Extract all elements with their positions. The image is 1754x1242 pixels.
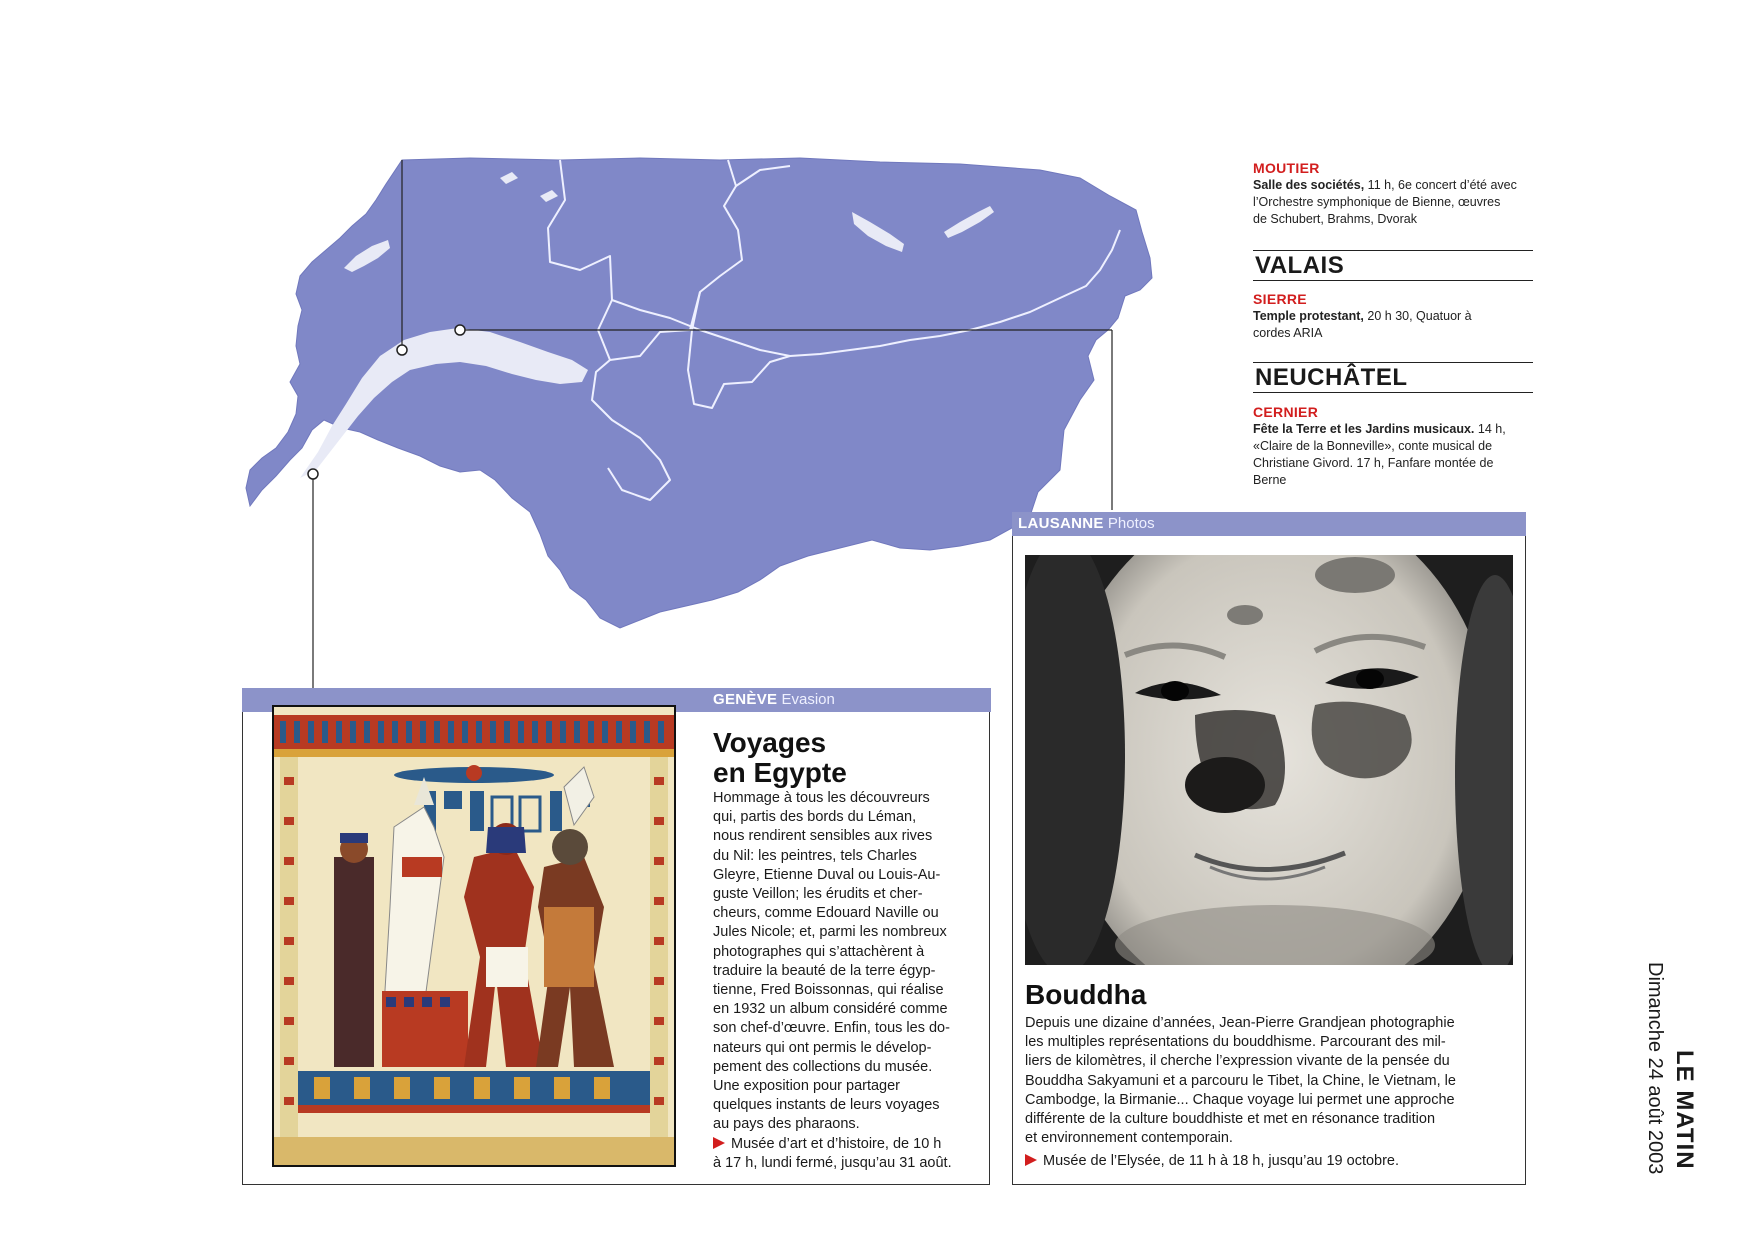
newspaper-brand bbox=[1670, 1050, 1698, 1170]
buddha-title: Bouddha bbox=[1025, 979, 1147, 1010]
city-name: SIERRE bbox=[1253, 291, 1307, 307]
triangle-bullet-icon bbox=[1025, 1154, 1037, 1166]
egypt-exhibition-info: Musée d’art et d’histoire, de 10 h bbox=[713, 1135, 983, 1154]
listing-cernier bbox=[1253, 404, 1531, 489]
publication-date: Dimanche 24 août 2003 bbox=[1644, 962, 1666, 1175]
egypt-article-title: Voyages en Egypte bbox=[713, 727, 847, 788]
venue-name: Salle des sociétés, bbox=[1253, 178, 1365, 192]
buddha-face-image bbox=[1025, 555, 1513, 965]
egyptian-painting-image bbox=[272, 705, 676, 1167]
section-label: Evasion bbox=[781, 691, 835, 708]
region-heading-neuchatel: NEUCHÂTEL bbox=[1253, 362, 1533, 393]
buddha-exhibition-info: Musée de l’Elysée, de 11 h à 18 h, jusqu’au 19 octobre. bbox=[1025, 1152, 1517, 1171]
city-name: MOUTIER bbox=[1253, 160, 1320, 176]
listing-moutier bbox=[1253, 160, 1531, 228]
venue-name: Fête la Terre et les Jardins musicaux. bbox=[1253, 422, 1475, 436]
city-name: CERNIER bbox=[1253, 404, 1319, 420]
brand-name: LE MATIN bbox=[1671, 1050, 1698, 1170]
listing-text: Temple protestant, 20 h 30, Quatuor à cordes ARIA bbox=[1253, 309, 1472, 340]
listing-text: Salle des sociétés, 11 h, 6e concert d’été avec l’Orchestre symphonique de Bienne, œuvres de Schubert, Brahms, Dvorak bbox=[1253, 178, 1517, 226]
triangle-bullet-icon bbox=[713, 1137, 725, 1149]
section-label: Photos bbox=[1107, 515, 1155, 532]
listing-sierre bbox=[1253, 291, 1531, 342]
venue-name: Temple protestant, bbox=[1253, 309, 1364, 323]
egyptian-scene-illustration bbox=[274, 707, 674, 1165]
listing-text: Fête la Terre et les Jardins musicaux. 14 h, «Claire de la Bonneville», conte musical de Christiane Givord. 17 h, Fanfare montée de Berne bbox=[1253, 422, 1506, 487]
buddha-photo bbox=[1025, 555, 1513, 965]
section-city: GENÈVE bbox=[713, 691, 778, 708]
lausanne-section-header bbox=[1012, 512, 1526, 536]
region-heading-valais: VALAIS bbox=[1253, 250, 1533, 281]
buddha-article-body: Depuis une dizaine d’années, Jean-Pierre Grandjean photographie les multiples représentations du bouddhisme. Parcourant des mil- liers de kilomètres, il cherche l’expression vivante de la pensée du Bouddha Sakyamuni et a parcouru le Tibet, la Chine, le Vietnam, le Cambodge, la Birmanie... Chaque voyage lui permet une approche différente de la culture bouddhiste et met en résonance tradition et environnement contemporain. Musée de l’Elysée, de 11 h à 18 h, jusqu’au 19 octobre. bbox=[1025, 1014, 1517, 1172]
section-city: LAUSANNE bbox=[1018, 515, 1104, 532]
egypt-article-body: Hommage à tous les découvreurs qui, partis des bords du Léman, nous rendirent sensibles aux rives du Nil: les peintres, tels Charles Gleyre, Etienne Duval ou Louis-Au- guste Veillon; les érudits et cher- cheurs, comme Edouard Naville ou Jules Nicole; et, parmi les nombreux photographes qui s’attachèrent à traduire la beauté de la terre égyp- tienne, Fred Boissonnas, qui réalise en 1932 un album considéré comme son chef-d’œuvre. Enfin, tous les do- nateurs qui ont permis le dévelop- pement des collections du musée. Une exposition pour partager quelques instants de leurs voyages au pays des pharaons. Musée d’art et d’histoire, de 10 h à 17 h, lundi fermé, jusqu’au 31 août. bbox=[713, 789, 983, 1173]
newspaper-masthead bbox=[1643, 948, 1666, 1174]
